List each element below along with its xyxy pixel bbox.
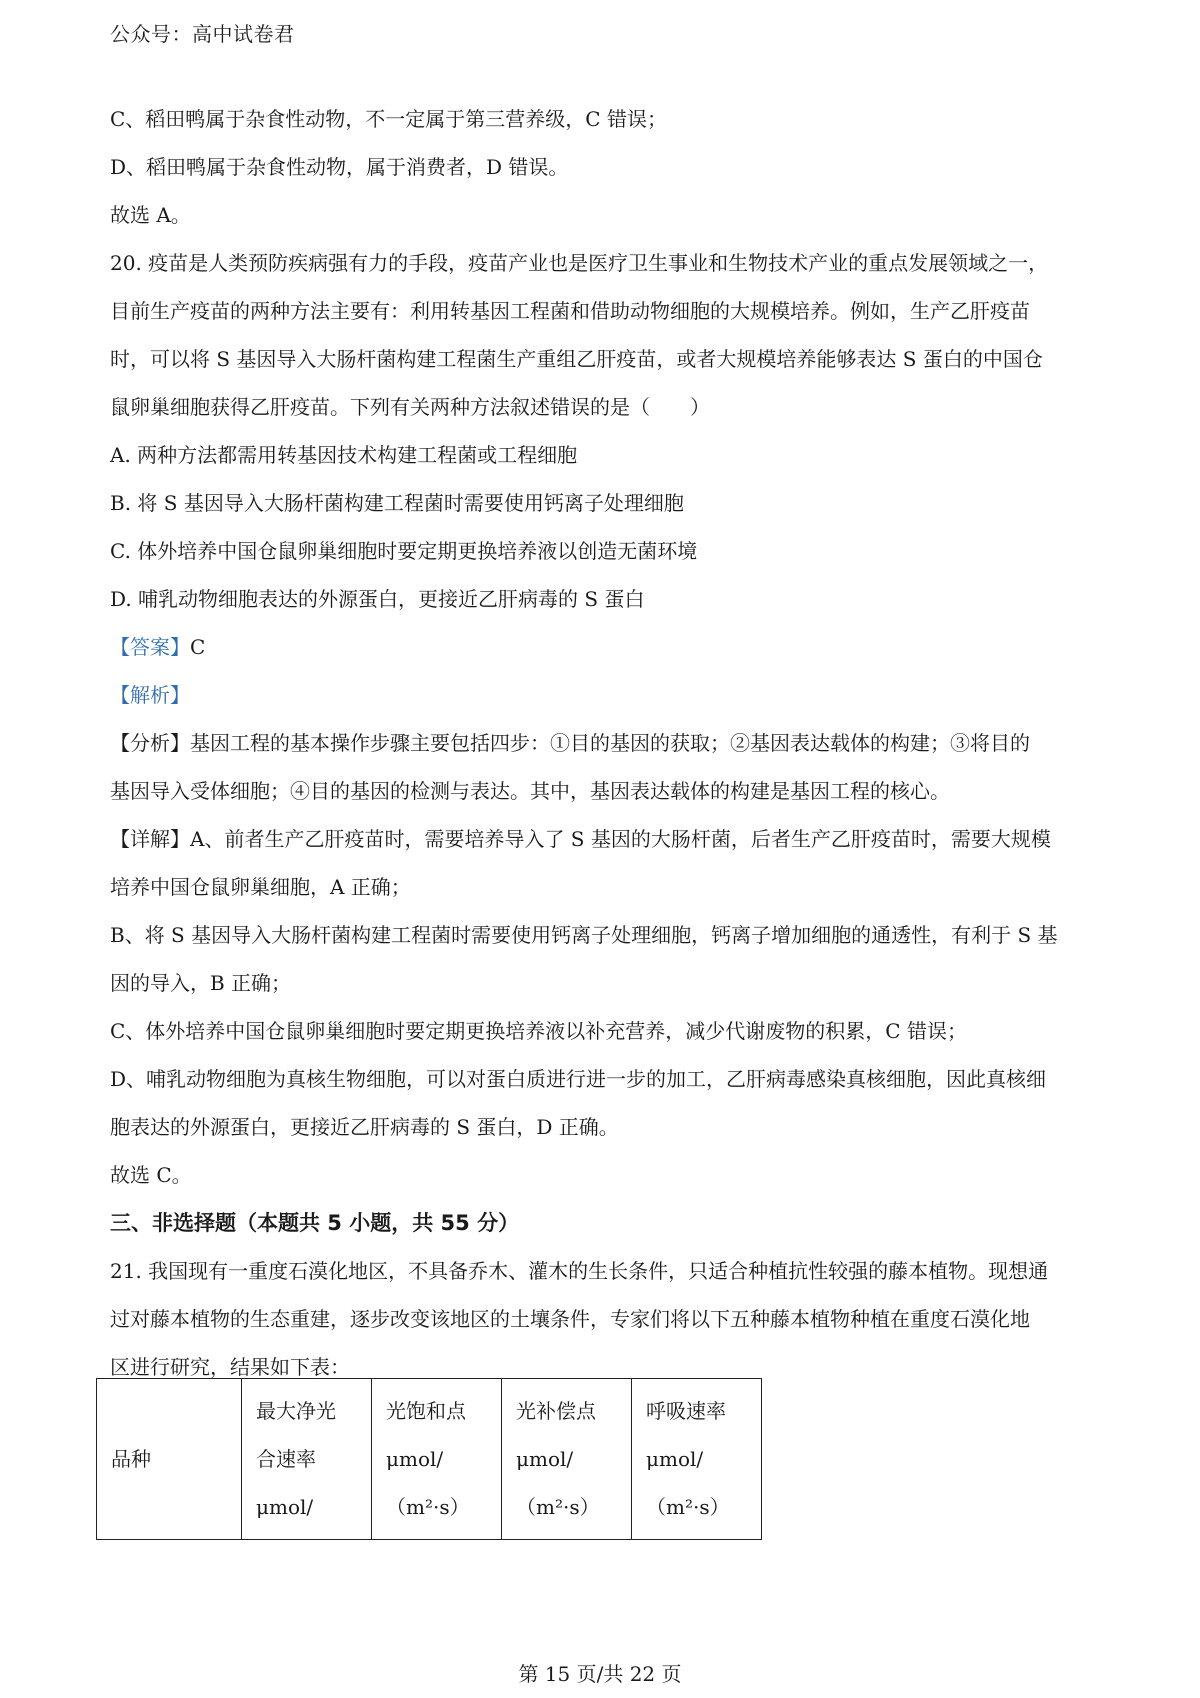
table-header-row xyxy=(97,1379,762,1540)
document-body xyxy=(110,95,1100,1391)
text-line: B、将 S 基因导入大肠杆菌构建工程菌时需要使用钙离子处理细胞，钙离子增加细胞的通透性，有利于 S 基 xyxy=(110,923,1058,947)
analysis-line xyxy=(110,671,1100,719)
text-line: 【详解】A、前者生产乙肝疫苗时，需要培养导入了 S 基因的大肠杆菌，后者生产乙肝疫苗时，需要大规模 xyxy=(110,827,1051,851)
text-line: 因的导入，B 正确； xyxy=(110,971,292,995)
plant-data-table xyxy=(96,1378,762,1540)
question-20-line: 时，可以将 S 基因导入大肠杆菌构建工程菌生产重组乙肝疫苗，或者大规模培养能够表达 S 蛋白的中国仓 xyxy=(110,347,1043,371)
question-21-line: 21. 我国现有一重度石漠化地区，不具备乔木、灌木的生长条件，只适合种植抗性较强的藤本植物。现想通 xyxy=(110,1259,1049,1283)
header-text: （m²·s） xyxy=(516,1495,600,1519)
question-21-line: 区进行研究，结果如下表： xyxy=(110,1355,350,1379)
text-line: 故选 A。 xyxy=(110,203,191,227)
answer-tag: 【答案】 xyxy=(110,635,190,659)
table-header-cell xyxy=(372,1379,502,1540)
source-header: 公众号：高中试卷君 xyxy=(110,22,295,46)
analysis-tag: 【解析】 xyxy=(110,683,190,707)
header-text: μmol/ xyxy=(386,1447,444,1471)
table-header-cell xyxy=(242,1379,372,1540)
text-line: 故选 C。 xyxy=(110,1163,192,1187)
text-line: 培养中国仓鼠卵巢细胞，A 正确； xyxy=(110,875,411,899)
header-variety: 品种 xyxy=(111,1447,151,1471)
question-20-line: 鼠卵巢细胞获得乙肝疫苗。下列有关两种方法叙述错误的是（ ） xyxy=(110,395,710,419)
section-heading: 三、非选择题（本题共 5 小题，共 55 分） xyxy=(110,1211,520,1235)
header-text: μmol/ xyxy=(516,1447,574,1471)
text-line: D、稻田鸭属于杂食性动物，属于消费者，D 错误。 xyxy=(110,155,569,179)
question-20-line: 目前生产疫苗的两种方法主要有：利用转基因工程菌和借助动物细胞的大规模培养。例如，生产乙肝疫苗 xyxy=(110,299,1030,323)
text-line: 【分析】基因工程的基本操作步骤主要包括四步：①目的基因的获取；②基因表达载体的构建；③将目的 xyxy=(110,731,1030,755)
header-text: （m²·s） xyxy=(646,1495,730,1519)
header-text: 合速率 xyxy=(256,1447,316,1471)
question-21-line: 过对藤本植物的生态重建，逐步改变该地区的土壤条件，专家们将以下五种藤本植物种植在重度石漠化地 xyxy=(110,1307,1030,1331)
table-header-cell xyxy=(97,1379,242,1540)
header-text: 呼吸速率 xyxy=(646,1399,726,1423)
text-line: 基因导入受体细胞；④目的基因的检测与表达。其中，基因表达载体的构建是基因工程的核心。 xyxy=(110,779,950,803)
header-text: μmol/ xyxy=(646,1447,704,1471)
option-b: B. 将 S 基因导入大肠杆菌构建工程菌时需要使用钙离子处理细胞 xyxy=(110,491,684,515)
answer-value: C xyxy=(190,635,206,659)
answer-line xyxy=(110,623,1100,671)
header-text: （m²·s） xyxy=(386,1495,470,1519)
header-text: 最大净光 xyxy=(256,1399,336,1423)
option-d: D. 哺乳动物细胞表达的外源蛋白，更接近乙肝病毒的 S 蛋白 xyxy=(110,587,645,611)
question-20-line: 20. 疫苗是人类预防疾病强有力的手段，疫苗产业也是医疗卫生事业和生物技术产业的重点发展领域之一， xyxy=(110,251,1049,275)
text-line: C、体外培养中国仓鼠卵巢细胞时要定期更换培养液以补充营养，减少代谢废物的积累，C 错误； xyxy=(110,1019,967,1043)
table-header-cell xyxy=(632,1379,762,1540)
page-number: 第 15 页/共 22 页 xyxy=(518,1662,682,1686)
text-line: C、稻田鸭属于杂食性动物，不一定属于第三营养级，C 错误； xyxy=(110,107,667,131)
header-text: μmol/ xyxy=(256,1495,314,1519)
table-header-cell xyxy=(502,1379,632,1540)
option-c: C. 体外培养中国仓鼠卵巢细胞时要定期更换培养液以创造无菌环境 xyxy=(110,539,698,563)
header-text: 光饱和点 xyxy=(386,1399,466,1423)
header-text: 光补偿点 xyxy=(516,1399,596,1423)
text-line: 胞表达的外源蛋白，更接近乙肝病毒的 S 蛋白，D 正确。 xyxy=(110,1115,619,1139)
text-line: D、哺乳动物细胞为真核生物细胞，可以对蛋白质进行进一步的加工，乙肝病毒感染真核细胞，因此真核细 xyxy=(110,1067,1047,1091)
option-a: A. 两种方法都需用转基因技术构建工程菌或工程细胞 xyxy=(110,443,578,467)
